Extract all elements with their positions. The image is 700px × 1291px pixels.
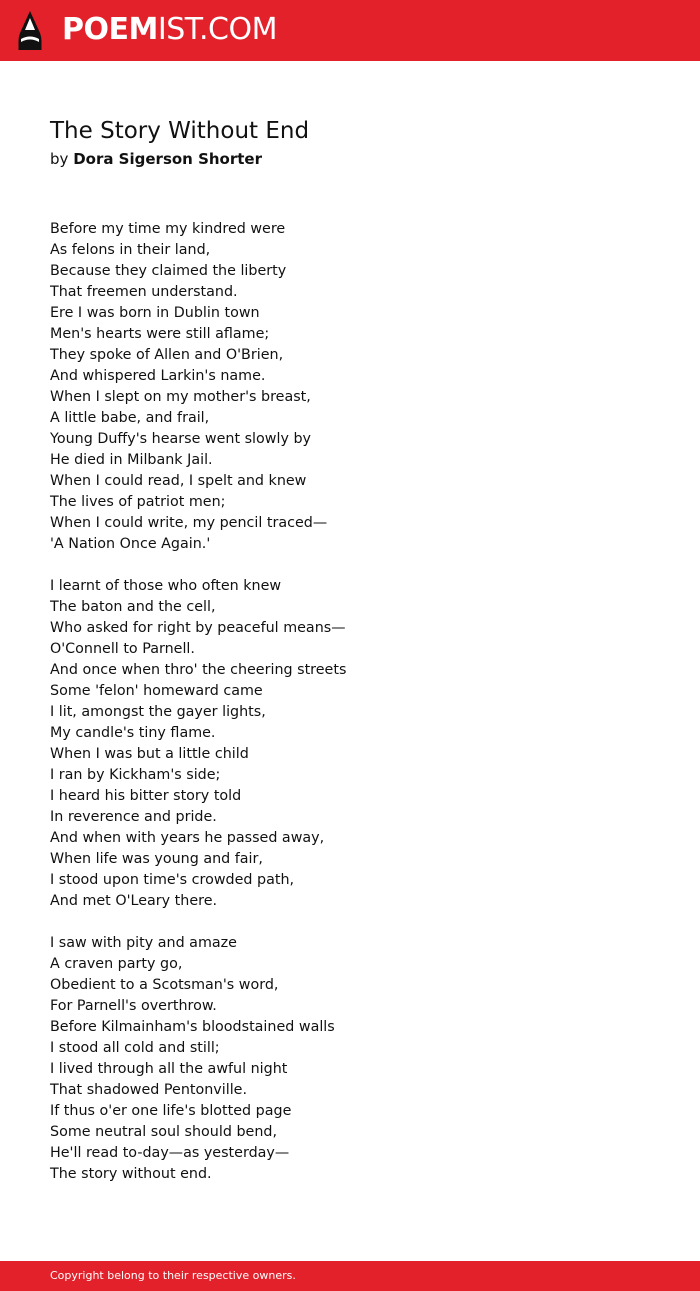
site-header — [0, 0, 700, 61]
poem-line: I lit, amongst the gayer lights, — [50, 704, 266, 720]
brand-light: IST.COM — [157, 12, 277, 47]
poem-line: That freemen understand. — [50, 284, 238, 300]
poem-line: I saw with pity and amaze — [50, 935, 237, 951]
author-name: Dora Sigerson Shorter — [73, 150, 262, 168]
poem-line: He'll read to-day—as yesterday— — [50, 1145, 290, 1161]
poem-line: I lived through all the awful night — [50, 1061, 288, 1077]
poem-line: And met O'Leary there. — [50, 893, 218, 909]
poem-line: Before Kilmainham's bloodstained walls — [50, 1019, 335, 1035]
site-logo-wordmark[interactable] — [62, 11, 277, 49]
pencil-tip-icon[interactable] — [17, 10, 43, 52]
poem-line: When I could read, I spelt and knew — [50, 473, 307, 489]
poem-line: That shadowed Pentonville. — [50, 1082, 248, 1098]
brand-bold: POEM — [62, 12, 158, 47]
poem-line: The lives of patriot men; — [50, 494, 226, 510]
poem-line: The baton and the cell, — [50, 599, 216, 615]
poem-line: I stood upon time's crowded path, — [50, 872, 295, 888]
poem-line: Who asked for right by peaceful means— — [50, 620, 346, 636]
poem-line: I ran by Kickham's side; — [50, 767, 221, 783]
poem-line: For Parnell's overthrow. — [50, 998, 217, 1014]
stanza — [50, 576, 650, 912]
stanza — [50, 219, 650, 555]
poem-line: In reverence and pride. — [50, 809, 217, 825]
poem-body — [50, 219, 650, 1185]
by-label: by — [50, 150, 69, 168]
poem-line: When life was young and fair, — [50, 851, 263, 867]
poem-line: Ere I was born in Dublin town — [50, 305, 260, 321]
poem-line: Obedient to a Scotsman's word, — [50, 977, 279, 993]
poem-line: And once when thro' the cheering streets — [50, 662, 347, 678]
poem-line: He died in Milbank Jail. — [50, 452, 213, 468]
poem-line: And whispered Larkin's name. — [50, 368, 266, 384]
poem-line: My candle's tiny flame. — [50, 725, 216, 741]
poem-line: Men's hearts were still aflame; — [50, 326, 270, 342]
poem-line: 'A Nation Once Again.' — [50, 536, 211, 552]
site-footer — [0, 1261, 700, 1291]
stanza — [50, 933, 650, 1185]
poem-line: I stood all cold and still; — [50, 1040, 220, 1056]
poem-line: I learnt of those who often knew — [50, 578, 282, 594]
poem-line: If thus o'er one life's blotted page — [50, 1103, 292, 1119]
poem-line: When I was but a little child — [50, 746, 249, 762]
poem-line: A little babe, and frail, — [50, 410, 210, 426]
byline — [50, 149, 262, 169]
poem-line: Before my time my kindred were — [50, 221, 286, 237]
copyright-notice: Copyright belong to their respective owners. — [50, 1269, 296, 1282]
poem-line: And when with years he passed away, — [50, 830, 325, 846]
poem-line: Some 'felon' homeward came — [50, 683, 263, 699]
poem-line: When I could write, my pencil traced— — [50, 515, 328, 531]
poem-line: A craven party go, — [50, 956, 183, 972]
poem-title: The Story Without End — [50, 118, 310, 144]
poem-line: Young Duffy's hearse went slowly by — [50, 431, 311, 447]
poem-line: Because they claimed the liberty — [50, 263, 287, 279]
poem-line: O'Connell to Parnell. — [50, 641, 195, 657]
poem-line: I heard his bitter story told — [50, 788, 242, 804]
poem-line: They spoke of Allen and O'Brien, — [50, 347, 284, 363]
poem-line: Some neutral soul should bend, — [50, 1124, 278, 1140]
poem-line: As felons in their land, — [50, 242, 211, 258]
poem-line: The story without end. — [50, 1166, 212, 1182]
poem-line: When I slept on my mother's breast, — [50, 389, 311, 405]
